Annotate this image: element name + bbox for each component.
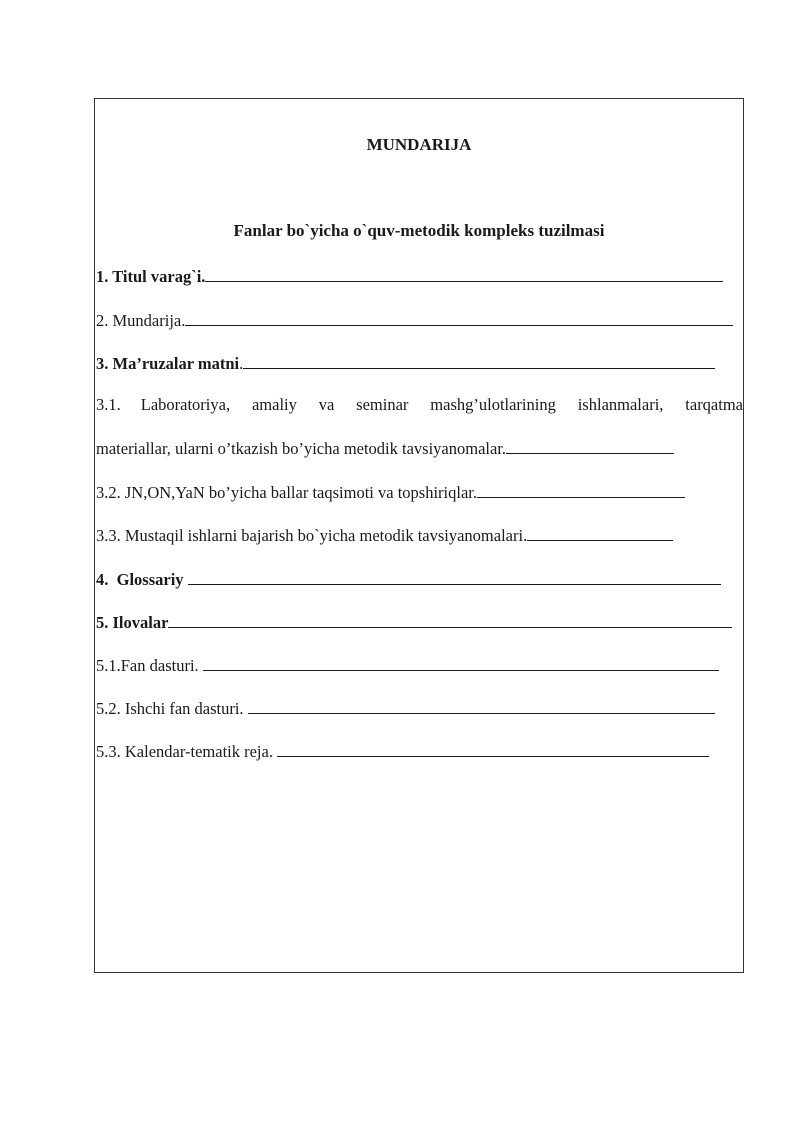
- toc-leader-line: [248, 697, 715, 714]
- toc-item-number: 5.: [96, 613, 109, 632]
- toc-item-kalendar: [96, 740, 709, 762]
- toc-item-titul: [96, 265, 723, 287]
- toc-item-label: Mustaqil ishlarni bajarish bo`yicha metodik tavsiyanomalari.: [124, 526, 528, 545]
- toc-leader-line: [168, 611, 732, 628]
- toc-item-ilovalar: [96, 611, 732, 633]
- toc-item-number: 5.1.: [96, 656, 121, 675]
- toc-leader-line: [506, 437, 674, 454]
- toc-item-label: Glossariy: [116, 570, 184, 589]
- toc-item-label: Ma’ruzalar matni: [112, 354, 240, 373]
- toc-item-laboratoriya-line2: [96, 437, 674, 459]
- toc-item-label: Fan dasturi.: [120, 656, 199, 675]
- toc-leader-line: [243, 352, 715, 369]
- toc-item-glossariy: [96, 568, 721, 590]
- toc-item-maruzalar: [96, 352, 715, 374]
- toc-item-label: Ilovalar: [112, 613, 169, 632]
- toc-item-mundarija: [96, 309, 733, 331]
- toc-item-number: 3.1.: [96, 395, 121, 414]
- toc-leader-line: [185, 309, 733, 326]
- toc-item-number: 5.3.: [96, 742, 121, 761]
- toc-item-label: Kalendar-tematik reja.: [124, 742, 273, 761]
- document-subtitle: Fanlar bo`yicha o`quv-metodik kompleks tuzilmasi: [233, 221, 605, 240]
- toc-item-number: 4.: [96, 570, 109, 589]
- toc-item-number: 5.2.: [96, 699, 121, 718]
- toc-item-label: JN,ON,YaN bo’yicha ballar taqsimoti va topshiriqlar.: [124, 483, 477, 502]
- document-title: MUNDARIJA: [366, 135, 472, 154]
- toc-item-label: Mundarija.: [112, 311, 186, 330]
- toc-item-laboratoriya-line1: [96, 395, 743, 415]
- toc-item-mustaqil: [96, 524, 673, 546]
- toc-leader-line: [188, 568, 721, 585]
- toc-item-number: 1.: [96, 267, 109, 286]
- toc-leader-line: [277, 740, 709, 757]
- document-frame: [94, 98, 744, 973]
- toc-leader-line: [205, 265, 723, 282]
- toc-item-fan-dasturi: [96, 654, 719, 676]
- toc-leader-line: [203, 654, 719, 671]
- toc-item-label: Laboratoriya, amaliy va seminar mashg’ulotlarining ishlanmalari, tarqatma: [140, 395, 743, 414]
- toc-item-ballar: [96, 481, 685, 503]
- toc-item-number: 3.3.: [96, 526, 121, 545]
- toc-item-label: Titul varag`i.: [112, 267, 206, 286]
- toc-item-label: Ishchi fan dasturi.: [124, 699, 244, 718]
- toc-leader-line: [477, 481, 685, 498]
- toc-item-number: 3.2.: [96, 483, 121, 502]
- toc-item-number: 2.: [96, 311, 109, 330]
- toc-item-number: 3.: [96, 354, 109, 373]
- toc-item-label-continued: materiallar, ularni o’tkazish bo’yicha metodik tavsiyanomalar.: [96, 439, 507, 458]
- toc-item-ishchi-fan-dasturi: [96, 697, 715, 719]
- toc-leader-line: [527, 524, 673, 541]
- toc-item-suffix: .: [239, 354, 244, 373]
